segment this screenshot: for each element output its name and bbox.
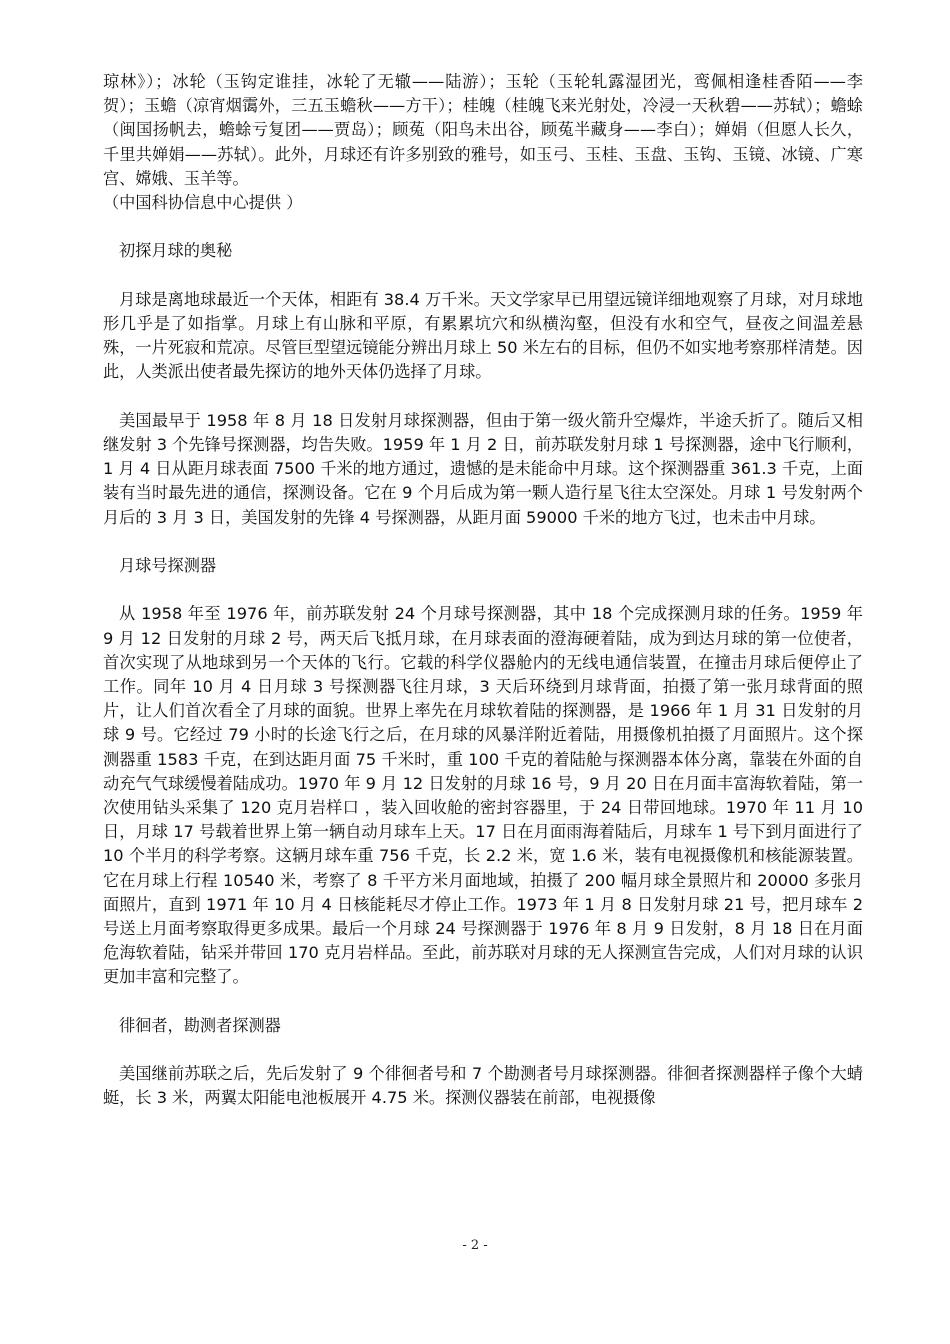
paragraph: 月球是离地球最近一个天体，相距有 38.4 万千米。天文学家早已用望远镜详细地观察了月球，对月球地形几乎是了如指掌。月球上有山脉和平原，有累累坑穴和纵横沟壑，但没有水和空气，昼夜之间温差悬殊，一片死寂和荒凉。尽管巨型望远镜能分辨出月球上 50 米左右的目标，但仍不如实地考察那样清楚。因此，人类派出使者最先探访的地外天体仍选择了月球。: [103, 289, 863, 382]
section-title-luna-probes: 月球号探测器: [119, 556, 217, 575]
paragraph: 美国继前苏联之后，先后发射了 9 个徘徊者号和 7 个勘测者号月球探测器。徘徊者探测器样子像个大蜻蜓，长 3 米，两翼太阳能电池板展开 4.75 米。探测仪器装在前部，电视摄像: [103, 1064, 863, 1108]
paragraph: 从 1958 年至 1976 年，前苏联发射 24 个月球号探测器，其中 18 个完成探测月球的任务。1959 年 9 月 12 日发射的月球 2 号，两天后飞抵月球，在月球表面的澄海硬着陆，成为到达月球的第一位使者，首次实现了从地球到另一个天体的飞行。它载的科学仪器舱内的无线电通信装置，在撞击月球后便停止了工作。同年 10 月 4 日月球 3 号探测器飞往月球，3 天后环绕到月球背面，拍摄了第一张月球背面的照片，让人们首次看全了月球的面貌。世界上率先在月球软着陆的探测器，是 1966 年 1 月 31 日发射的月球 9 号。它经过 79 小时的长途飞行之后，在月球的风暴洋附近着陆，用摄像机拍摄了月面照片。这个探测器重 1583 千克，在到达距月面 75 千米时，重 100 千克的着陆舱与探测器本体分离，靠装在外面的自动充气气球缓慢着陆成功。1970 年 9 月 12 日发射的月球 16 号，9 月 20 日在月面丰富海软着陆，第一次使用钻头采集了 120 克月岩样口 ，装入回收舱的密封容器里，于 24 日带回地球。1970 年 11 月 10 日，月球 17 号载着世界上第一辆自动月球车上天。17 日在月面雨海着陆后，月球车 1 号下到月面进行了 10 个半月的科学考察。这辆月球车重 756 千克，长 2.2 米，宽 1.6 米，装有电视摄像机和核能源装置。它在月球上行程 10540 米，考察了 8 千平方米月面地域，拍摄了 200 幅月球全景照片和 20000 多张月面照片，直到 1971 年 10 月 4 日核能耗尽才停止工作。1973 年 1 月 8 日发射月球 21 号，把月球车 2 号送上月面考察取得更多成果。最后一个月球 24 号探测器于 1976 年 8 月 9 日发射，8 月 18 日在月面危海软着陆，钻采并带回 170 克月岩样品。至此，前苏联对月球的无人探测宣告完成，人们对月球的认识更加丰富和完整了。: [103, 604, 863, 987]
source-note: （中国科协信息中心提供 ）: [103, 193, 303, 213]
section-title-initial-exploration: 初探月球的奥秘: [119, 241, 233, 261]
paragraph: 美国最早于 1958 年 8 月 18 日发射月球探测器，但由于第一级火箭升空爆炸，半途夭折了。随后又相继发射 3 个先锋号探测器，均告失败。1959 年 1 月 2 日，前苏联发射月球 1 号探测器，途中飞行顺利，1 月 4 日从距月球表面 7500 千米的地方通过，遗憾的是未能命中月球。这个探测器重 361.3 千克，上面装有当时最先进的通信，探测设备。它在 9 个月后成为第一颗人造行星飞往太空深处。月球 1 号发射两个月后的 3 月 3 日，美国发射的先锋 4 号探测器，从距月面 59000 千米的地方飞过，也未击中月球。: [103, 410, 864, 527]
document-page: [103, 70, 863, 1111]
section-title-ranger-surveyor: 徘徊者，勘测者探测器: [119, 1015, 281, 1035]
intro-paragraph: 琼林》）；冰轮（玉钩定谁挂，冰轮了无辙——陆游）；玉轮（玉轮轧露湿团光，鸾佩相逢桂香陌——李贺）；玉蟾（凉宵烟霭外，三五玉蟾秋——方干）；桂魄（桂魄飞来光射处，冷浸一天秋碧——苏轼）；蟾蜍（闽国扬帆去，蟾蜍亏复团——贾岛）；顾菟（阳鸟未出谷，顾菟半藏身——李白）；婵娟（但愿人长久，千里共婵娟——苏轼）。此外，月球还有许多别致的雅号，如玉弓、玉桂、玉盘、玉钩、玉镜、冰镜、广寒宫、嫦娥、玉羊等。: [103, 72, 863, 188]
page-number: - 2 -: [462, 1238, 488, 1253]
